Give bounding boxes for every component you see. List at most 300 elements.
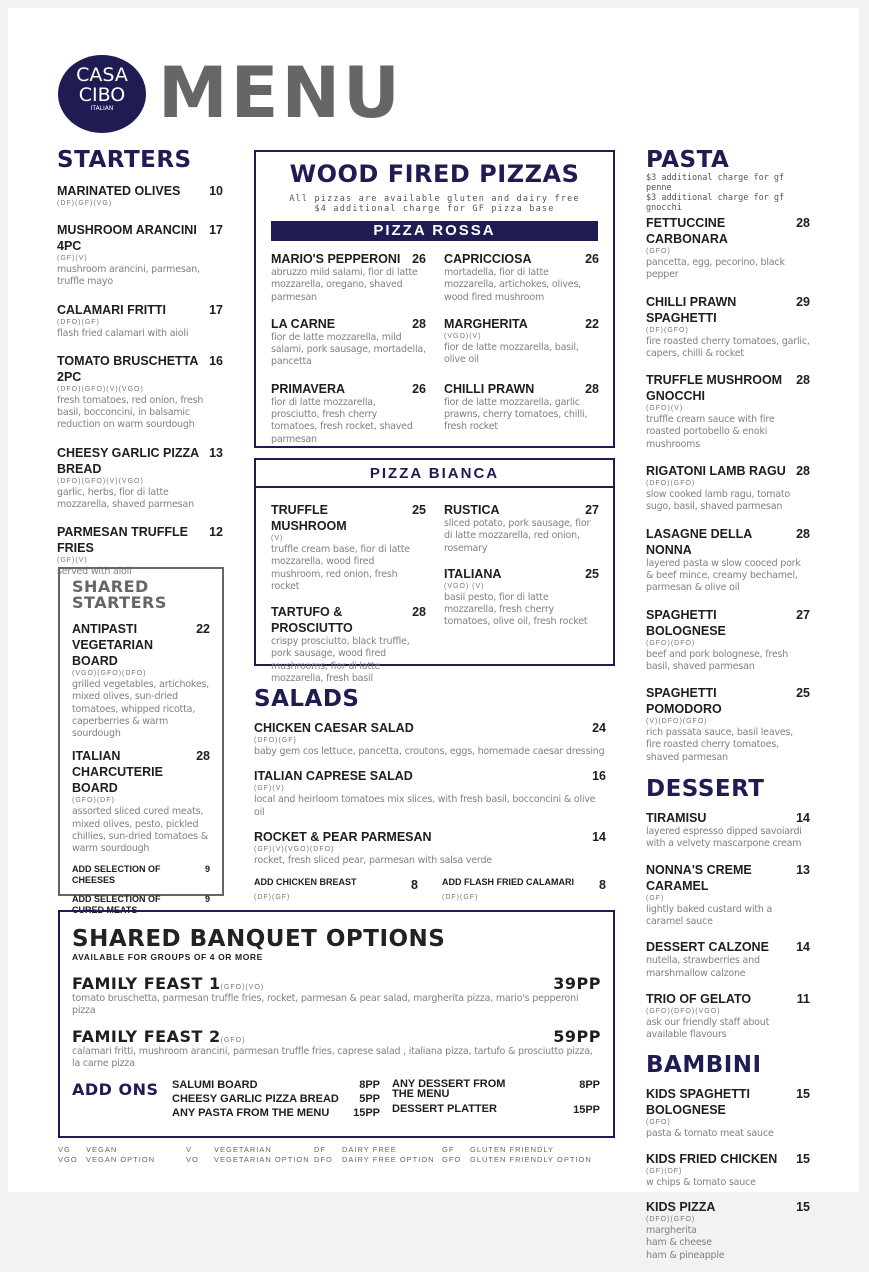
item-description: served with aioli — [57, 566, 132, 578]
dessert-list — [646, 810, 810, 1041]
item-name: SPAGHETTI POMODORO — [646, 686, 722, 717]
dietary-tags: (GF)(V) — [57, 255, 88, 262]
addon-name: ADD CHICKEN BREAST — [254, 877, 357, 888]
dietary-tags: (VGO) (V) — [444, 582, 485, 590]
menu-item — [254, 720, 606, 758]
menu-item — [646, 685, 810, 764]
legend-entry — [58, 1145, 186, 1155]
item-name: KIDS PIZZA — [646, 1200, 716, 1215]
menu-item — [646, 526, 810, 595]
addon-name: SALUMI BOARD — [172, 1079, 258, 1092]
legend-code: DFO — [314, 1155, 333, 1164]
dietary-tags: (VGO)(V) — [444, 332, 482, 340]
item-name: MUSHROOM ARANCINI 4PC — [57, 223, 197, 253]
item-header — [271, 316, 426, 332]
dietary-legend — [58, 1145, 618, 1165]
menu-item — [444, 566, 599, 629]
legend-label: VEGETARIAN OPTION — [214, 1155, 310, 1164]
legend-column — [442, 1145, 612, 1165]
item-header — [444, 566, 599, 582]
item-price: 14 — [796, 940, 810, 955]
addon-item — [72, 864, 210, 886]
legend-column — [186, 1145, 314, 1165]
item-description: local and heirloom tomatoes mix slices, with fresh basil, bocconcini & olive oil — [254, 794, 596, 818]
item-header — [57, 353, 223, 385]
item-name: KIDS SPAGHETTI BOLOGNESE — [646, 1087, 750, 1118]
addon-price: 15PP — [573, 1104, 600, 1117]
addon-row — [254, 877, 418, 893]
menu-item — [57, 445, 223, 512]
item-header — [646, 294, 810, 326]
menu-item — [646, 1151, 810, 1189]
legend-label: DAIRY FREE — [342, 1145, 397, 1154]
item-description: flash fried calamari with aioli — [57, 327, 189, 339]
item-name: MARIO'S PEPPERONI — [271, 252, 401, 266]
item-description: ask our friendly staff about available flavours — [646, 1016, 770, 1041]
shared-starters-list — [72, 621, 210, 916]
item-name: TOMATO BRUSCHETTA 2PC — [57, 353, 198, 384]
item-name: PRIMAVERA — [271, 381, 346, 396]
dietary-tags: (GFO)(VO) — [220, 984, 265, 991]
pizza-bianca-box — [254, 458, 615, 685]
item-description: margherita ham & cheese ham & pineapple — [646, 1225, 725, 1261]
legend-label: VEGAN OPTION — [86, 1155, 156, 1164]
shared-starters-box — [58, 567, 224, 915]
menu-item — [271, 604, 426, 685]
dietary-tags: (DF)(GF) — [254, 894, 291, 902]
salads-section — [254, 686, 606, 903]
dietary-tags: (V)(DFO)(GFO) — [646, 718, 708, 726]
feast-item — [72, 974, 601, 1018]
legend-label: VEGAN — [86, 1145, 118, 1154]
banquet-addon — [392, 1079, 600, 1099]
item-description: sliced potato, pork sausage, fior di latte mozzarella, red onion, rosemary — [444, 518, 591, 554]
item-description: fior di latte mozzarella, prosciutto, fresh cherry tomatoes, fresh rocket, shaved parmesan — [271, 396, 413, 445]
legend-code: VO — [186, 1155, 199, 1164]
item-name: ITALIAN CHARCUTERIE BOARD — [72, 749, 163, 796]
casa-cibo-logo — [58, 55, 146, 133]
dietary-tags: (V) — [271, 535, 284, 542]
section-title: DESSERT — [646, 776, 765, 803]
feast-price: 59PP — [553, 1026, 601, 1046]
menu-item — [72, 748, 210, 855]
item-price: 16 — [592, 769, 606, 784]
item-description: lightly baked custard with a caramel sauce — [646, 903, 773, 927]
section-title: STARTERS — [57, 147, 192, 173]
section-title: WOOD FIRED PIZZAS — [289, 160, 580, 188]
menu-item — [646, 991, 810, 1042]
item-name: SPAGHETTI BOLOGNESE — [646, 607, 726, 638]
item-description: fresh tomatoes, red onion, fresh basil, bocconcini, in balsamic reduction on warm sourdough — [57, 394, 204, 431]
dietary-tags: (GFO) — [646, 1119, 671, 1127]
item-price: 13 — [209, 445, 223, 460]
item-name: ROCKET & PEAR PARMESAN — [254, 829, 432, 844]
dietary-tags: (DFO)(GF) — [57, 318, 100, 326]
item-header — [57, 183, 223, 199]
pizza-note-1: All pizzas are available gluten and dairy free — [289, 194, 580, 204]
addon-price: 8PP — [359, 1079, 380, 1092]
addons-right — [392, 1079, 600, 1121]
item-description: truffle cream sauce with fire roasted portobello & enoki mushrooms — [646, 414, 775, 450]
item-price: 28 — [412, 316, 426, 331]
menu-item — [57, 353, 223, 432]
menu-item — [72, 621, 210, 740]
legend-entry — [58, 1155, 186, 1165]
item-description: crispy prosciutto, black truffle, pork sausage, wood fired mushrooms, fior di latte mozzarella, fresh basil — [271, 636, 410, 685]
item-description: fior de latte mozzarella, basil, olive oil — [444, 341, 579, 366]
item-header — [646, 1086, 810, 1118]
dietary-tags: (DFO)(GFO) — [646, 1216, 696, 1224]
item-name: CAPRICCIOSA — [444, 252, 532, 266]
item-price: 27 — [796, 607, 810, 622]
item-description: rocket, fresh sliced pear, parmesan with salsa verde — [254, 854, 492, 866]
banquet-addon — [392, 1104, 600, 1117]
item-description: nutella, strawberries and marshmallow calzone — [646, 955, 760, 979]
legend-entry — [314, 1145, 442, 1155]
item-name: TRUFFLE MUSHROOM — [271, 503, 347, 533]
pasta-note-2: $3 additional charge for gf gnocchi — [646, 193, 785, 213]
item-name: MARGHERITA — [444, 316, 528, 331]
item-description: fior de latte mozzarella, garlic prawns, cherry tomatoes, chilli, fresh rocket — [444, 396, 588, 433]
menu-item — [646, 810, 810, 851]
menu-item — [444, 316, 599, 369]
item-name: KIDS FRIED CHICKEN — [646, 1151, 778, 1166]
item-header — [646, 526, 810, 558]
feast-description: tomato bruschetta, parmesan truffle fries, rocket, parmesan & pear salad, margherita pizza, mario's pepperoni pizza — [72, 993, 579, 1017]
item-header — [646, 1199, 810, 1215]
banquet-title: SHARED BANQUET OPTIONS — [72, 926, 446, 952]
dietary-tags: (GFO)(DFO)(VGO) — [646, 1007, 721, 1015]
item-header — [57, 445, 223, 477]
addon-price: 8PP — [579, 1079, 600, 1092]
item-header — [254, 829, 606, 845]
pasta-note-1: $3 additional charge for gf penne — [646, 173, 785, 193]
item-price: 25 — [796, 686, 810, 701]
item-name: DESSERT CALZONE — [646, 940, 769, 955]
item-price: 28 — [196, 749, 210, 764]
item-description: baby gem cos lettuce, pancetta, croutons, eggs, homemade caesar dressing — [254, 746, 605, 757]
pizza-bianca-right — [444, 502, 599, 696]
section-title: BAMBINI — [646, 1052, 762, 1079]
item-name: LASAGNE DELLA NONNA — [646, 526, 752, 557]
dietary-tags: (DFO)(GF) — [254, 737, 297, 744]
pizza-rossa-box — [254, 150, 615, 448]
legend-label: DAIRY FREE OPTION — [342, 1155, 435, 1164]
legend-entry — [442, 1155, 612, 1165]
salads-list — [254, 720, 606, 867]
item-name: NONNA'S CREME CARAMEL — [646, 862, 752, 893]
legend-code: VG — [58, 1145, 71, 1154]
item-name: ANTIPASTI VEGETARIAN BOARD — [72, 622, 154, 668]
item-header — [57, 524, 223, 556]
addon-row — [442, 877, 606, 893]
item-header — [646, 215, 810, 247]
item-price: 13 — [796, 862, 810, 877]
item-name: TRIO OF GELATO — [646, 991, 752, 1006]
dietary-tags: (GF) — [646, 894, 665, 902]
menu-item — [57, 222, 223, 289]
item-header — [254, 768, 606, 784]
addon-price: 9 — [204, 893, 210, 904]
menu-item — [254, 829, 606, 867]
item-price: 25 — [412, 503, 426, 517]
dietary-tags: (DF)(GFO) — [646, 326, 689, 334]
menu-item — [646, 463, 810, 514]
dietary-tags: (GFO)(DFO) — [646, 639, 696, 647]
item-description: grilled vegetables, artichokes, mixed olives, sun-dried tomatoes, whipped ricotta, caperberries & warm sourdough — [72, 679, 210, 740]
item-header — [444, 316, 599, 332]
legend-column — [58, 1145, 186, 1165]
item-description: assorted sliced cured meats, mixed olives, pesto, pickled chillies, sun-dried tomatoes & warm sourdough — [72, 806, 208, 855]
item-price: 16 — [209, 353, 223, 368]
item-name: RIGATONI LAMB RAGU — [646, 464, 786, 479]
feast-title: FAMILY FEAST 2 — [72, 1026, 221, 1046]
feast-name — [72, 1027, 245, 1046]
item-price: 22 — [585, 316, 599, 331]
item-header — [271, 251, 426, 267]
item-name: TARTUFO & PROSCIUTTO — [271, 605, 353, 636]
dietary-tags: (GFO)(V) — [646, 405, 684, 413]
dietary-tags: (GF)(V) — [57, 557, 88, 565]
feast-header — [72, 1027, 601, 1046]
addon-name: ANY PASTA FROM THE MENU — [172, 1107, 330, 1120]
menu-item — [444, 381, 599, 446]
item-header — [646, 372, 810, 404]
menu-item — [646, 215, 810, 282]
legend-code: GF — [442, 1145, 455, 1154]
item-name: CHILLI PRAWN SPAGHETTI — [646, 294, 737, 325]
feast-item — [72, 1027, 601, 1071]
item-price: 10 — [209, 184, 223, 198]
menu-item — [646, 1086, 810, 1140]
feast-description: calamari fritti, mushroom arancini, parmesan truffle fries, caprese salad , italiana pizza, tartufo & prosciutto pizza, la carne pizza — [72, 1045, 593, 1069]
addons-left — [172, 1079, 380, 1121]
banquet-addons — [72, 1079, 601, 1121]
legend-code: DF — [314, 1145, 326, 1154]
item-description: truffle cream base, fior di latte mozzarella, wood fired mushroom, red onion, fresh rocket — [271, 544, 410, 592]
section-title: SHARED STARTERS — [72, 577, 167, 612]
banquet-box — [58, 910, 615, 1138]
item-description: slow cooked lamb ragu, tomato sugo, basil, shaved parmesan — [646, 489, 791, 513]
item-price: 17 — [209, 223, 223, 237]
legend-entry — [186, 1145, 314, 1155]
banquet-subtitle: AVAILABLE FOR GROUPS OF 4 OR MORE — [72, 952, 263, 962]
item-price: 29 — [796, 294, 810, 309]
addon-price: 8 — [411, 878, 418, 893]
item-price: 26 — [585, 252, 599, 266]
item-header — [271, 502, 426, 534]
dietary-tags: (DF)(GF)(VG) — [57, 200, 113, 207]
item-description: w chips & tomato sauce — [646, 1176, 756, 1188]
addon-name: CHEESY GARLIC PIZZA BREAD — [172, 1093, 339, 1106]
menu-item — [271, 251, 426, 304]
item-description: rich passata sauce, basil leaves, fire roasted cherry tomatoes, shaved parmesan — [646, 727, 794, 763]
legend-label: VEGETARIAN — [214, 1145, 272, 1154]
legend-code: VGO — [58, 1155, 78, 1164]
item-name: LA CARNE — [271, 316, 336, 331]
item-header — [57, 302, 223, 318]
logo-text: CASA — [76, 64, 128, 86]
menu-item — [57, 302, 223, 340]
menu-item — [444, 502, 599, 555]
item-name: ITALIAN CAPRESE SALAD — [254, 769, 413, 784]
item-name: RUSTICA — [444, 503, 500, 517]
salad-addons — [254, 877, 606, 903]
addon-name: DESSERT PLATTER — [392, 1103, 497, 1116]
addon-name: ADD FLASH FRIED CALAMARI — [442, 877, 574, 888]
item-header — [646, 862, 810, 894]
pasta-section — [646, 147, 810, 1272]
item-description: garlic, herbs, fior di latte mozzarella, shaved parmesan — [57, 486, 194, 511]
item-description: basil pesto, fior di latte mozzarella, fresh cherry tomatoes, olive oil, fresh rocket — [444, 591, 588, 628]
legend-code: V — [186, 1145, 193, 1154]
item-name: FETTUCCINE CARBONARA — [646, 216, 728, 246]
feast-price: 39PP — [553, 974, 601, 993]
item-price: 14 — [592, 829, 606, 844]
addons-title: ADD ONS — [72, 1080, 159, 1100]
item-header — [646, 607, 810, 639]
logo-text: CIBO — [78, 84, 126, 106]
legend-code: GFO — [442, 1155, 462, 1164]
legend-label: GLUTEN FRIENDLY — [470, 1145, 555, 1154]
item-price: 15 — [796, 1151, 810, 1166]
dietary-tags: (VGO)(GFO)(DFO) — [72, 670, 147, 677]
item-description: abruzzo mild salami, fior di latte mozzarella, oregano, shaved parmesan — [271, 267, 418, 303]
legend-entry — [442, 1145, 612, 1155]
item-name: PARMESAN TRUFFLE FRIES — [57, 525, 189, 556]
pizza-bianca-grid — [256, 488, 613, 696]
item-description: fire roasted cherry tomatoes, garlic, capers, chilli & rocket — [646, 335, 810, 359]
item-price: 17 — [209, 302, 223, 317]
dietary-tags: (DFO)(GFO) — [646, 480, 696, 488]
item-header — [57, 222, 223, 254]
pasta-note — [646, 173, 810, 213]
pizza-rossa-bar: PIZZA ROSSA — [271, 221, 598, 241]
item-description: mushroom arancini, parmesan, truffle mayo — [57, 264, 200, 288]
menu-item — [646, 607, 810, 674]
salad-addon — [254, 877, 418, 903]
item-header — [646, 810, 810, 826]
starters-list — [57, 183, 223, 579]
menu-item — [646, 939, 810, 980]
pizza-bianca-title: PIZZA BIANCA — [256, 460, 613, 488]
item-price: 12 — [209, 525, 223, 540]
item-price: 28 — [585, 381, 599, 396]
addon-price: 8 — [599, 878, 606, 893]
item-header — [72, 748, 210, 796]
pizza-note-2: $4 additional charge for GF pizza base — [314, 204, 555, 214]
item-description: layered espresso dipped savoiardi with a velvety mascarpone cream — [646, 826, 802, 850]
feasts-list — [72, 974, 601, 1070]
dietary-tags: (DFO)(GFO)(V)(VGO) — [57, 385, 144, 393]
item-header — [646, 1151, 810, 1167]
item-header — [646, 991, 810, 1007]
feast-title: FAMILY FEAST 1 — [72, 974, 221, 993]
legend-entry — [186, 1155, 314, 1165]
menu-item — [444, 251, 599, 304]
item-price: 28 — [412, 605, 426, 620]
menu-item — [646, 294, 810, 361]
item-name: CHICKEN CAESAR SALAD — [254, 721, 414, 735]
dietary-tags: (GF)(V)(VGO)(DFO) — [254, 845, 335, 853]
item-price: 14 — [796, 811, 810, 826]
item-header — [646, 685, 810, 717]
item-name: CHILLI PRAWN — [444, 381, 535, 396]
item-header — [72, 621, 210, 669]
item-description: layered pasta w slow cooced pork & beef mince, creamy bechamel, parmesan & olive oil — [646, 557, 801, 594]
item-price: 28 — [796, 373, 810, 388]
dietary-tags: (DF)(GF) — [442, 894, 479, 902]
legend-column — [314, 1145, 442, 1165]
item-price: 28 — [796, 526, 810, 541]
item-header — [646, 463, 810, 479]
item-description: pasta & tomato meat sauce — [646, 1128, 774, 1140]
addon-price: 5PP — [359, 1093, 380, 1106]
item-price: 15 — [796, 1087, 810, 1102]
menu-page — [8, 8, 859, 1261]
item-description: beef and pork bolognese, fresh basil, shaved parmesan — [646, 648, 789, 672]
item-price: 25 — [585, 566, 599, 581]
item-name: TIRAMISU — [646, 811, 707, 826]
item-name: CALAMARI FRITTI — [57, 302, 167, 317]
page-title: MENU — [158, 52, 403, 134]
bambini-list — [646, 1086, 810, 1261]
menu-item — [646, 862, 810, 929]
item-price: 28 — [796, 216, 810, 230]
dietary-tags: (GF)(V) — [254, 785, 285, 793]
feast-header — [72, 974, 601, 993]
dietary-tags: (GFO) — [646, 248, 671, 255]
banquet-addon — [172, 1107, 380, 1120]
item-price: 24 — [592, 721, 606, 735]
item-price: 26 — [412, 381, 426, 396]
item-price: 22 — [196, 622, 210, 636]
dietary-tags: (DFO)(GFO)(V)(VGO) — [57, 477, 144, 485]
dietary-tags: (GFO)(DF) — [72, 797, 115, 805]
menu-item — [646, 1199, 810, 1262]
section-title: SALADS — [254, 686, 360, 712]
item-price: 15 — [796, 1200, 810, 1215]
legend-label: GLUTEN FRIENDLY OPTION — [470, 1155, 592, 1164]
item-name: MARINATED OLIVES — [57, 184, 181, 198]
dietary-tags: (GFO) — [220, 1036, 246, 1044]
legend-entry — [314, 1155, 442, 1165]
feast-name — [72, 974, 264, 993]
item-header — [254, 720, 606, 736]
pizza-bianca-left — [271, 502, 426, 696]
addon-price: 15PP — [353, 1107, 380, 1120]
item-price: 28 — [796, 464, 810, 479]
item-name: TRUFFLE MUSHROOM GNOCCHI — [646, 373, 783, 404]
item-description: pancetta, egg, pecorino, black pepper — [646, 257, 785, 281]
menu-item — [271, 316, 426, 369]
item-name: CHEESY GARLIC PIZZA BREAD — [57, 445, 199, 476]
banquet-addon — [172, 1093, 380, 1106]
item-header — [271, 604, 426, 636]
addon-price: 9 — [204, 863, 210, 874]
menu-item — [646, 372, 810, 451]
menu-item — [271, 502, 426, 593]
addon-name: ANY DESSERT FROM THE MENU — [392, 1078, 506, 1101]
item-header — [444, 381, 599, 397]
item-header — [444, 251, 599, 267]
item-price: 11 — [796, 991, 810, 1006]
item-price: 27 — [585, 503, 599, 517]
item-description: fior de latte mozzarella, mild salami, pork sausage, mortadella, pancetta — [271, 331, 426, 368]
salad-addon — [442, 877, 606, 903]
logo-text: ITALIAN — [90, 105, 114, 112]
item-header — [444, 502, 599, 518]
